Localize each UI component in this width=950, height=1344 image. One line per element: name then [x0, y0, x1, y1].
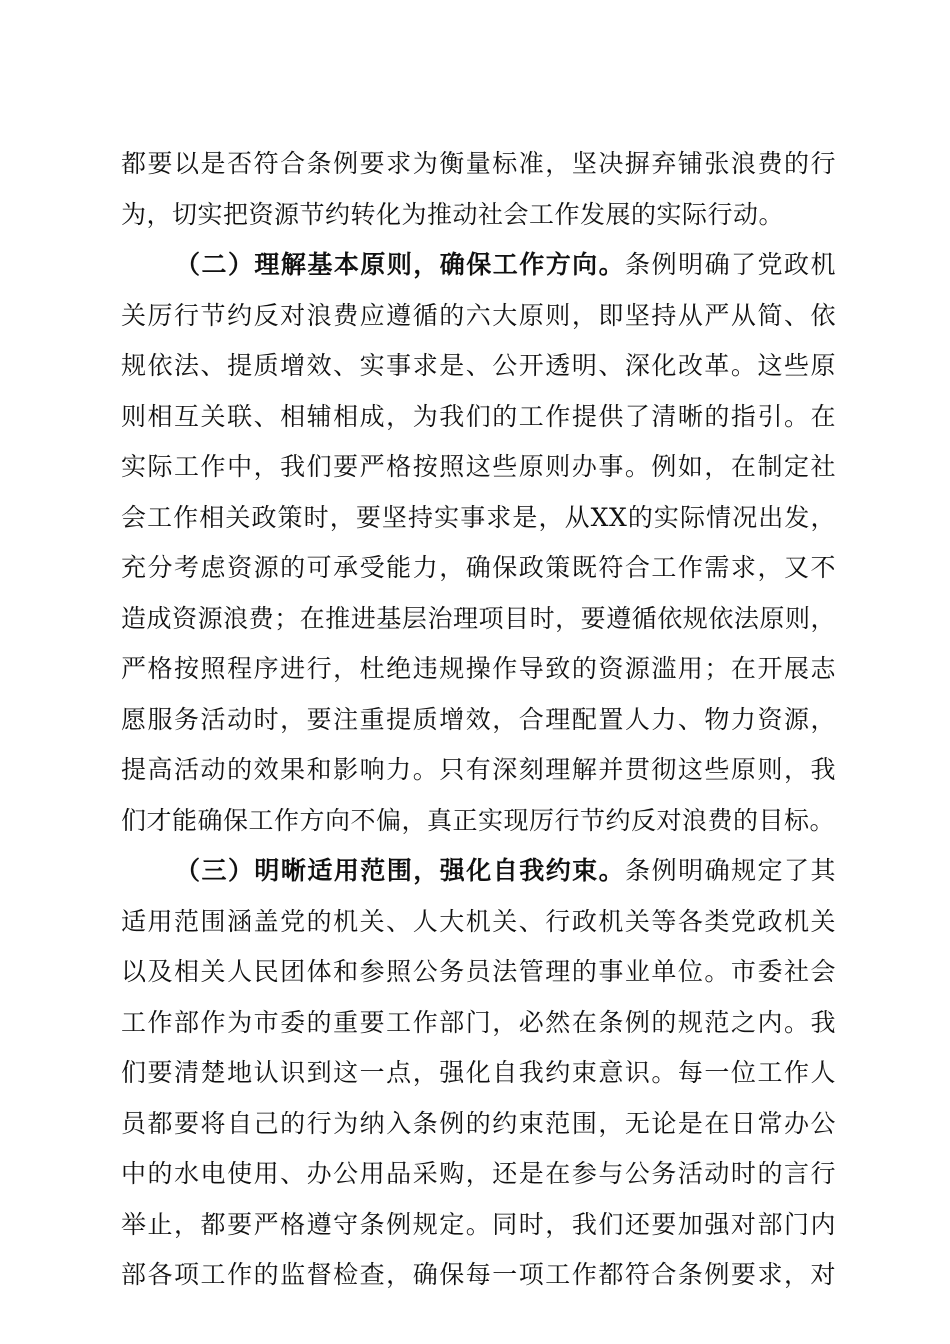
paragraph-3-heading: （三）明晰适用范围，强化自我约束。 [175, 856, 626, 885]
paragraph-2-line: 愿服务活动时，要注重提质增效，合理配置人力、物力资源， [121, 704, 836, 734]
paragraph-3-line: 员都要将自己的行为纳入条例的约束范围，无论是在日常办公 [121, 1108, 836, 1138]
paragraph-2-first-line-rest: 条例明确了党政机 [625, 250, 836, 279]
paragraph-3-line: 举止，都要严格遵守条例规定。同时，我们还要加强对部门内 [121, 1209, 836, 1239]
paragraph-2-line: 则相互关联、相辅相成，为我们的工作提供了清晰的指引。在 [121, 401, 836, 431]
paragraph-3-line: 以及相关人民团体和参照公务员法管理的事业单位。市委社会 [121, 957, 836, 986]
paragraph-2-heading: （二）理解基本原则，确保工作方向。 [175, 250, 626, 279]
paragraph-1-line-2: 为，切实把资源节约转化为推动社会工作发展的实际行动。 [121, 199, 785, 229]
paragraph-3-line: 部各项工作的监督检查，确保每一项工作都符合条例要求，对 [121, 1260, 836, 1289]
paragraph-2-line: 提高活动的效果和影响力。只有深刻理解并贯彻这些原则，我 [121, 755, 836, 784]
paragraph-3-line: 中的水电使用、办公用品采购，还是在参与公务活动时的言行 [121, 1159, 836, 1188]
paragraph-3-first-line-rest: 条例明确规定了其 [625, 856, 836, 885]
paragraph-2-first-line [121, 240, 836, 291]
paragraph-2-line: 造成资源浪费；在推进基层治理项目时，要遵循依规依法原则， [121, 603, 836, 633]
paragraph-3-line: 们要清楚地认识到这一点，强化自我约束意识。每一位工作人 [121, 1058, 836, 1087]
paragraph-1-line-1: 都要以是否符合条例要求为衡量标准，坚决摒弃铺张浪费的行 [121, 149, 836, 178]
body-text [121, 139, 836, 1301]
paragraph-3-line: 适用范围涵盖党的机关、人大机关、行政机关等各类党政机关 [121, 906, 836, 936]
paragraph-2-line: 充分考虑资源的可承受能力，确保政策既符合工作需求，又不 [121, 553, 836, 582]
paragraph-2-line: 关厉行节约反对浪费应遵循的六大原则，即坚持从严从简、依 [121, 300, 836, 330]
paragraph-3-first-line [121, 846, 836, 897]
paragraph-2-line: 会工作相关政策时，要坚持实事求是，从XX的实际情况出发， [121, 502, 836, 532]
paragraph-2-line: 们才能确保工作方向不偏，真正实现厉行节约反对浪费的目标。 [121, 805, 836, 835]
paragraph-2-line: 规依法、提质增效、实事求是、公开透明、深化改革。这些原 [121, 351, 836, 380]
paragraph-2-line: 严格按照程序进行，杜绝违规操作导致的资源滥用；在开展志 [121, 654, 836, 683]
paragraph-2-line: 实际工作中，我们要严格按照这些原则办事。例如，在制定社 [121, 452, 836, 481]
paragraph-3-line: 工作部作为市委的重要工作部门，必然在条例的规范之内。我 [121, 1007, 836, 1037]
